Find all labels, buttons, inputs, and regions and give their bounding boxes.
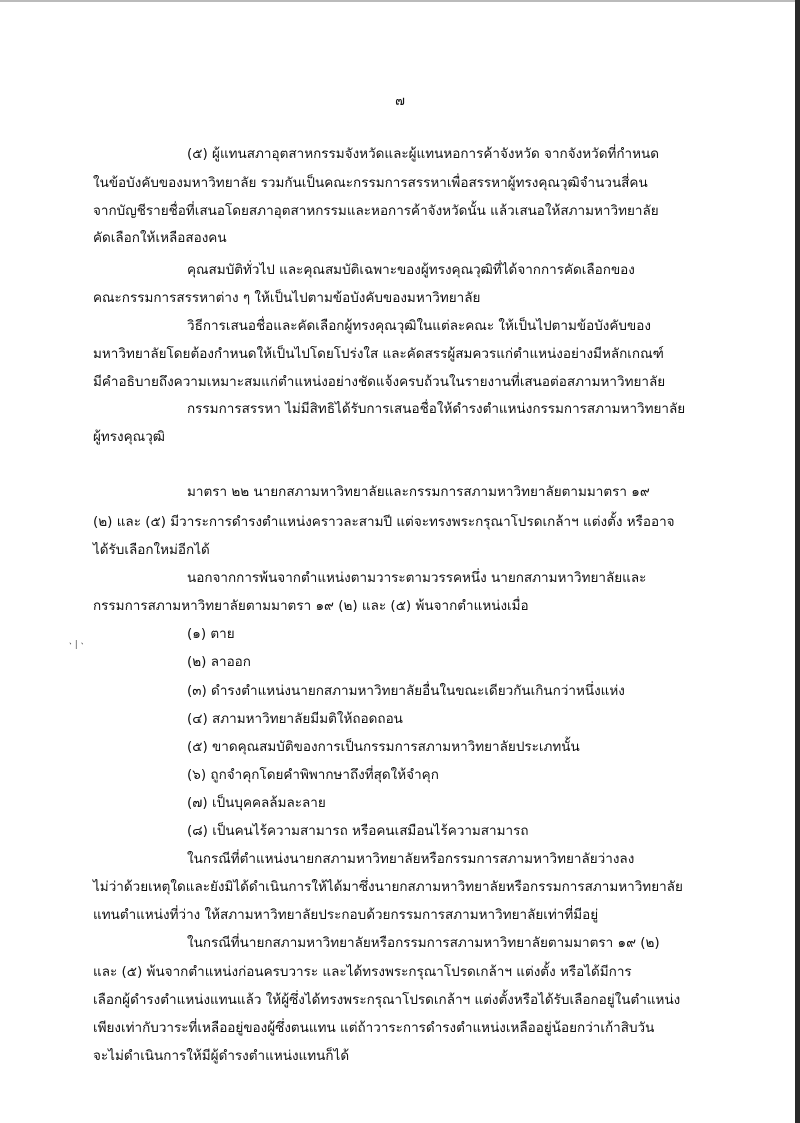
section-4-5-line-3: จากบัญชีรายชื่อที่เสนอโดยสภาอุตสาหกรรมและหอการค้าจังหวัดนั้น แล้วเสนอให้สภามหาวิทยาลัย [93, 203, 659, 219]
vacancy-line-2: ไม่ว่าด้วยเหตุใดและยังมิได้ดำเนินการให้ได้มาซึ่งนายกสภามหาวิทยาลัยหรือกรรมการสภามหาวิทยาลัย [93, 879, 683, 895]
termination-item: (๑) ตาย [187, 626, 235, 642]
replacement-line-2: และ (๕) พ้นจากตำแหน่งก่อนครบวาระ และได้ทรงพระกรุณาโปรดเกล้าฯ แต่งตั้ง หรือได้มีการ [93, 964, 632, 980]
qualifications-line-2: คณะกรรมการสรรหาต่าง ๆ ให้เป็นไปตามข้อบังคับของมหาวิทยาลัย [93, 290, 481, 306]
termination-item: (๗) เป็นบุคคลล้มละลาย [187, 795, 326, 811]
scan-right-edge [795, 0, 800, 1123]
method-line-3: มีคำอธิบายถึงความเหมาะสมแก่ตำแหน่งอย่างชัดแจ้งครบถ้วนในรายงานที่เสนอต่อสภามหาวิทยาลัย [93, 374, 666, 390]
section-22-line-2: (๒) และ (๕) มีวาระการดำรงตำแหน่งคราวละสามปี แต่จะทรงพระกรุณาโปรดเกล้าฯ แต่งตั้ง หรืออาจ [93, 514, 675, 530]
termination-item: (๔) สภามหาวิทยาลัยมีมติให้ถอดถอน [187, 711, 403, 727]
section-4-5-line-4: คัดเลือกให้เหลือสองคน [93, 230, 227, 246]
vacancy-line-1: ในกรณีที่ตำแหน่งนายกสภามหาวิทยาลัยหรือกรรมการสภามหาวิทยาลัยว่างลง [187, 851, 635, 867]
termination-item: (๒) ลาออก [187, 654, 251, 670]
page-number: ๗ [395, 94, 405, 109]
scan-top-edge [0, 0, 800, 2]
termination-item: (๘) เป็นคนไร้ความสามารถ หรือคนเสมือนไร้ความสามารถ [187, 823, 529, 839]
section-4-5-line-2: ในข้อบังคับของมหาวิทยาลัย รวมกันเป็นคณะกรรมการสรรหาเพื่อสรรหาผู้ทรงคุณวุฒิจำนวนสี่คน [93, 175, 648, 191]
vacancy-line-3: แทนตำแหน่งที่ว่าง ให้สภามหาวิทยาลัยประกอบด้วยกรรมการสภามหาวิทยาลัยเท่าที่มีอยู่ [93, 907, 599, 923]
termination-item: (๓) ดำรงตำแหน่งนายกสภามหาวิทยาลัยอื่นในขณะเดียวกันเกินกว่าหนึ่งแห่ง [187, 683, 625, 699]
section-22-line-1: มาตรา ๒๒ นายกสภามหาวิทยาลัยและกรรมการสภามหาวิทยาลัยตามมาตรา ๑๙ [187, 484, 650, 500]
section-22-line-3: ได้รับเลือกใหม่อีกได้ [93, 542, 210, 558]
replacement-line-4: เพียงเท่ากับวาระที่เหลืออยู่ของผู้ซึ่งตนแทน แต่ถ้าวาระการดำรงตำแหน่งเหลืออยู่น้อยกว่าเก้าสิบวัน [93, 1020, 655, 1036]
replacement-line-1: ในกรณีที่นายกสภามหาวิทยาลัยหรือกรรมการสภามหาวิทยาลัยตามมาตรา ๑๙ (๒) [187, 935, 660, 951]
stray-mark: ㆍ|ㆍ [66, 640, 87, 650]
method-line-1: วิธีการเสนอชื่อและคัดเลือกผู้ทรงคุณวุฒิในแต่ละคณะ ให้เป็นไปตามข้อบังคับของ [187, 318, 651, 334]
section-4-5-line-1: (๕) ผู้แทนสภาอุตสาหกรรมจังหวัดและผู้แทนหอการค้าจังหวัด จากจังหวัดที่กำหนด [187, 146, 660, 162]
termination-line-2: กรรมการสภามหาวิทยาลัยตามมาตรา ๑๙ (๒) และ (๕) พ้นจากตำแหน่งเมื่อ [93, 598, 529, 614]
replacement-line-3: เลือกผู้ดำรงตำแหน่งแทนแล้ว ให้ผู้ซึ่งได้ทรงพระกรุณาโปรดเกล้าฯ แต่งตั้งหรือได้รับเลือกอยู่ในตำแหน่ง [93, 992, 681, 1008]
termination-item: (๖) ถูกจำคุกโดยคำพิพากษาถึงที่สุดให้จำคุก [187, 767, 439, 783]
method-line-2: มหาวิทยาลัยโดยต้องกำหนดให้เป็นไปโดยโปร่งใส และคัดสรรผู้สมควรแก่ตำแหน่งอย่างมีหลักเกณฑ์ [93, 346, 664, 362]
termination-item: (๕) ขาดคุณสมบัติของการเป็นกรรมการสภามหาวิทยาลัยประเภทนั้น [187, 739, 580, 755]
replacement-line-5: จะไม่ดำเนินการให้มีผู้ดำรงตำแหน่งแทนก็ได้ [93, 1048, 350, 1064]
qualifications-line-1: คุณสมบัติทั่วไป และคุณสมบัติเฉพาะของผู้ทรงคุณวุฒิที่ได้จากการคัดเลือกของ [187, 262, 635, 278]
termination-line-1: นอกจากการพ้นจากตำแหน่งตามวาระตามวรรคหนึ่ง นายกสภามหาวิทยาลัยและ [187, 570, 647, 586]
committee-line-2: ผู้ทรงคุณวุฒิ [93, 429, 165, 445]
committee-line-1: กรรมการสรรหา ไม่มีสิทธิได้รับการเสนอชื่อให้ดำรงตำแหน่งกรรมการสภามหาวิทยาลัย [187, 401, 686, 417]
